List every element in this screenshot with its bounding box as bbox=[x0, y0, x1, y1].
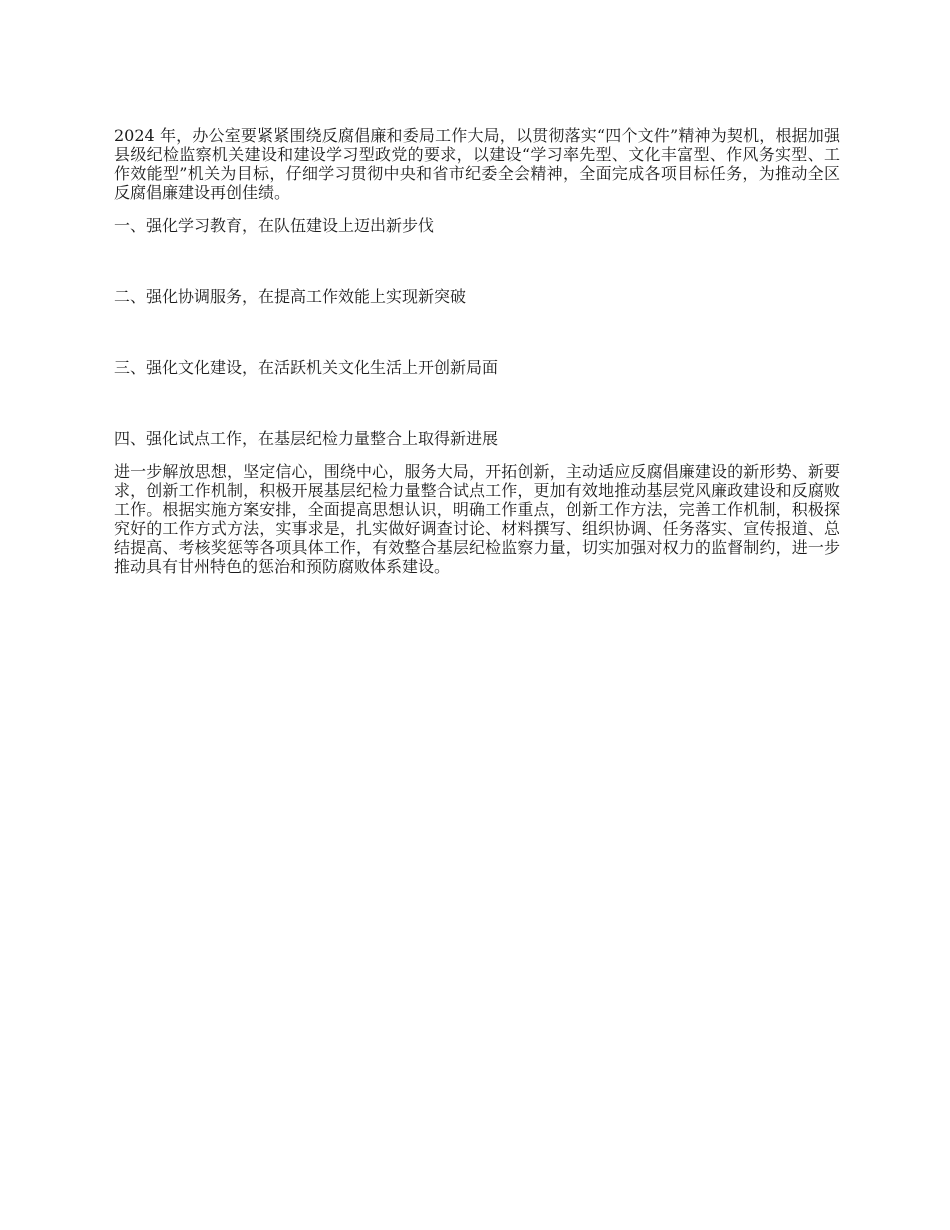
section-heading-2: 二、强化协调服务，在提高工作效能上实现新突破 bbox=[114, 287, 467, 306]
section-heading-1: 一、强化学习教育，在队伍建设上迈出新步伐 bbox=[114, 216, 435, 235]
section-heading-3: 三、强化文化建设，在活跃机关文化生活上开创新局面 bbox=[114, 358, 499, 377]
closing-paragraph: 进一步解放思想，坚定信心，围绕中心，服务大局，开拓创新，主动适应反腐倡廉建设的新形势、新要求，创新工作机制，积极开展基层纪检力量整合试点工作，更加有效地推动基层党风廉政建设和反腐败工作。根据实施方案安排，全面提高思想认识，明确工作重点，创新工作方法，完善工作机制，积极探究好的工作方式方法，实事求是，扎实做好调查讨论、材料撰写、组织协调、任务落实、宣传报道、总结提高、考核奖惩等各项具体工作，有效整合基层纪检监察力量，切实加强对权力的监督制约，进一步推动具有甘州特色的惩治和预防腐败体系建设。 bbox=[114, 462, 840, 576]
document-body bbox=[114, 126, 840, 576]
section-heading-4: 四、强化试点工作，在基层纪检力量整合上取得新进展 bbox=[114, 429, 499, 448]
intro-paragraph: 2024 年，办公室要紧紧围绕反腐倡廉和委局工作大局，以贯彻落实“四个文件”精神为契机，根据加强县级纪检监察机关建设和建设学习型政党的要求，以建设“学习率先型、文化丰富型、作风务实型、工作效能型”机关为目标，仔细学习贯彻中央和省市纪委全会精神，全面完成各项目标任务，为推动全区反腐倡廉建设再创佳绩。 bbox=[114, 126, 840, 202]
